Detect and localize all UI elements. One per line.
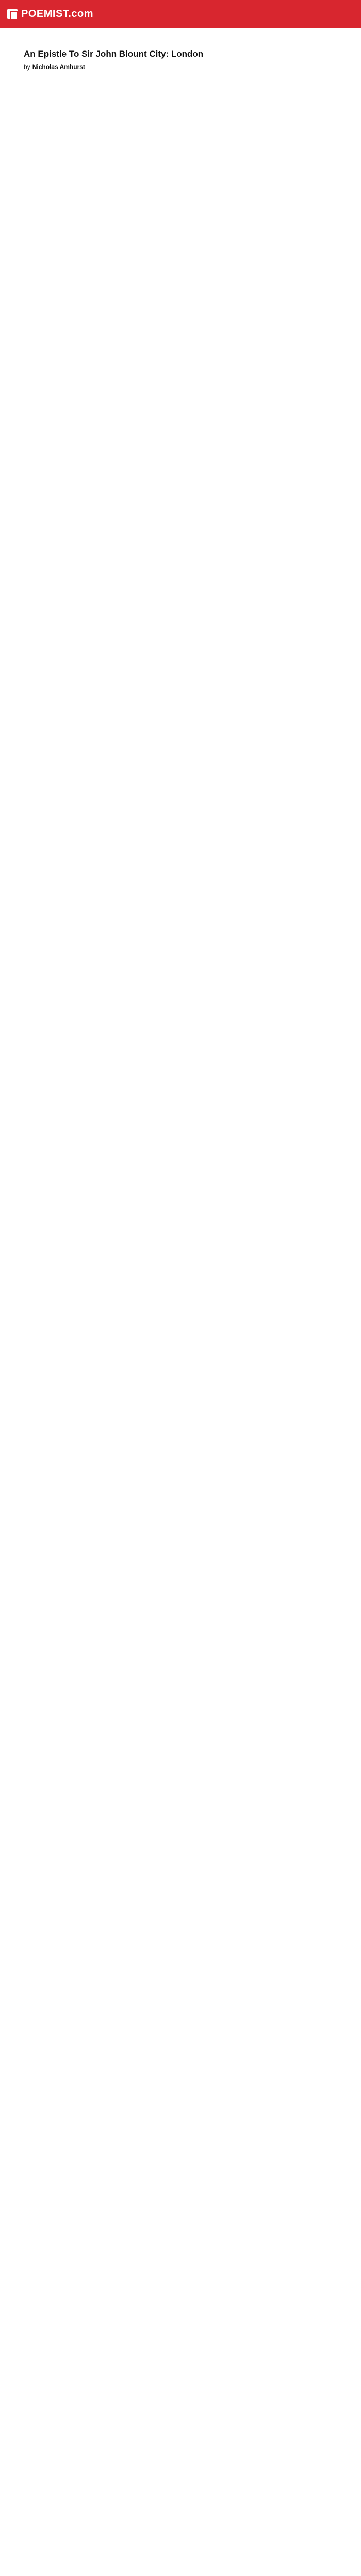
author-link[interactable]: Nicholas Amhurst [32,63,85,71]
poem-byline [24,63,337,72]
site-logo-text: POEMIST.com [21,8,93,20]
site-header [0,0,361,28]
byline-prefix: by [24,63,30,71]
poem-page [0,28,361,2576]
poem-title: An Epistle To Sir John Blount City: London [24,49,204,59]
site-logo[interactable] [7,9,93,19]
poemist-logo-icon [7,9,18,19]
